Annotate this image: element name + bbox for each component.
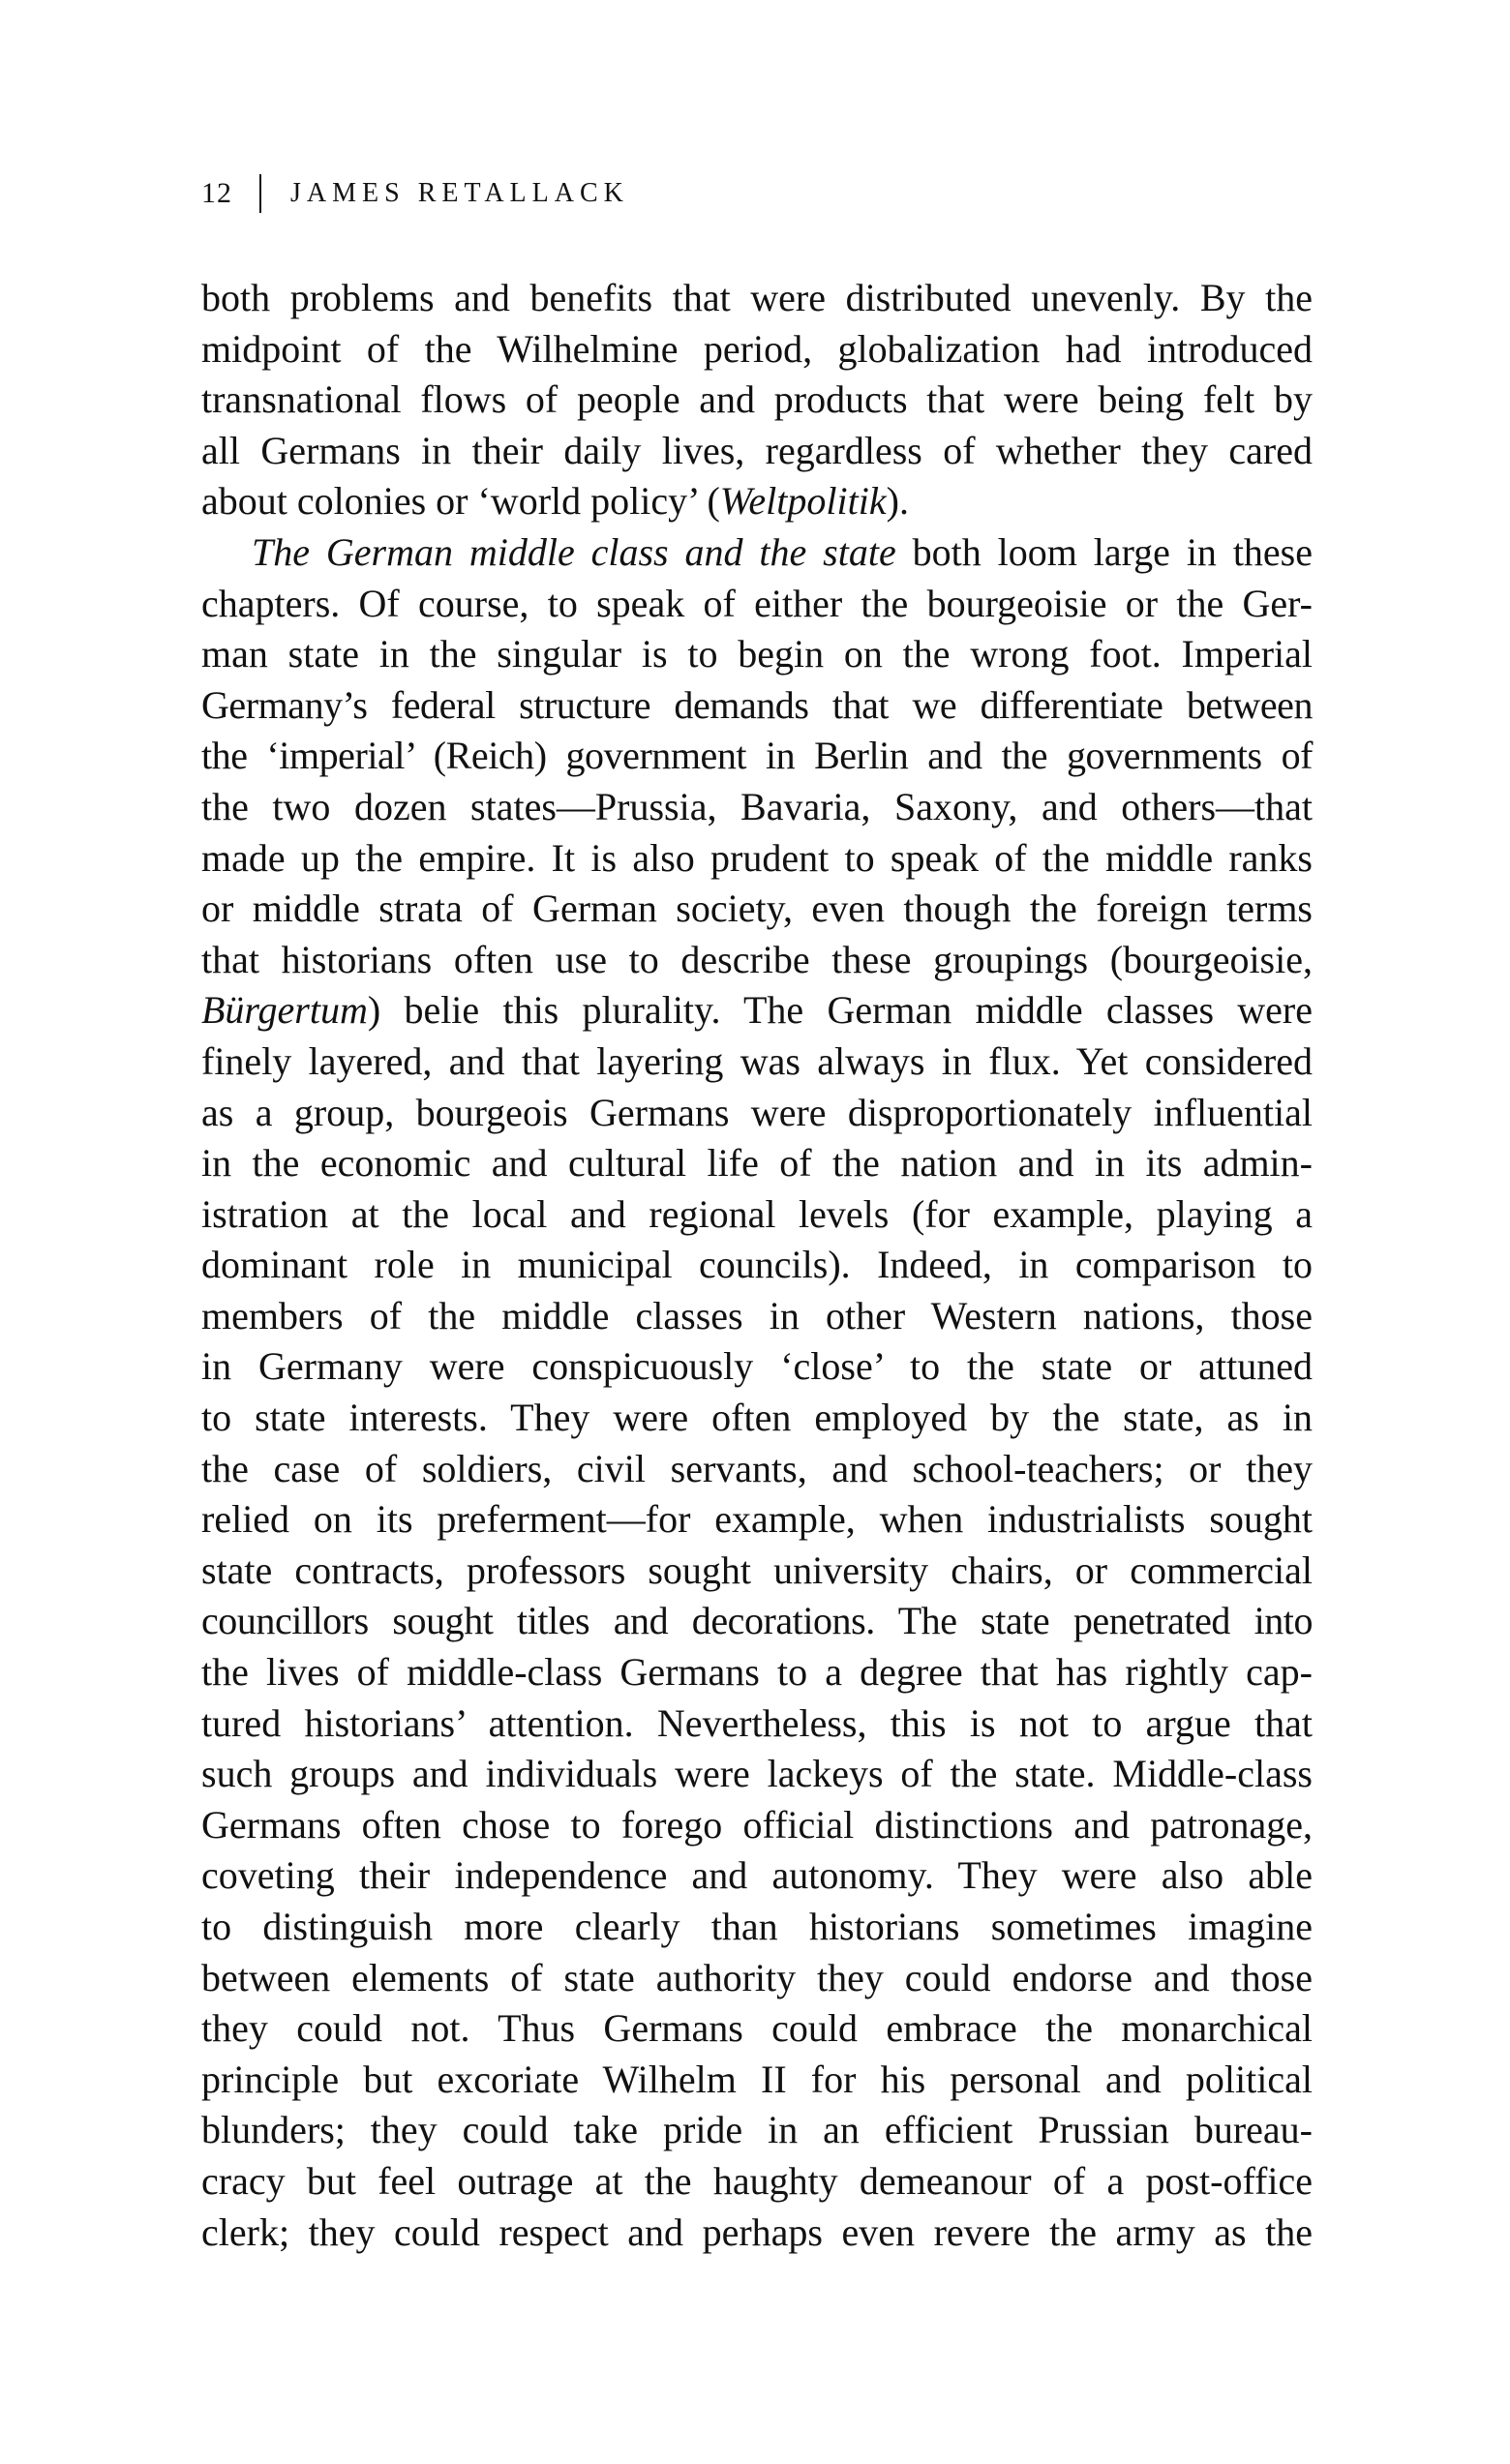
text-line: man state in the singular is to begin on the wrong foot. Imperial [201,632,1313,676]
text-line: that historians often use to describe these groupings (bourgeoisie, [201,937,1313,981]
text-line: in Germany were conspicuously ‘close’ to the state or attuned [201,1344,1313,1389]
text-line: such groups and individuals were lackeys of the state. Middle-class [201,1752,1313,1796]
text-line: istration at the local and regional levels (for example, playing a [201,1191,1313,1236]
text-line: to state interests. They were often employed by the state, as in [201,1396,1313,1440]
text-line: about colonies or ‘world policy’ (Weltpolitik). [201,479,909,524]
text-line: the ‘imperial’ (Reich) government in Berlin and the governments of [201,734,1313,778]
text-line: principle but excoriate Wilhelm II for his personal and political [201,2057,1313,2101]
page-number: 12 [201,177,232,209]
text-line: cracy but feel outrage at the haughty demeanour of a post-office [201,2158,1313,2203]
text-line: councillors sought titles and decorations. The state penetrated into [201,1599,1313,1643]
running-head-author: JAMES RETALLACK [290,178,629,208]
text-line: the two dozen states—Prussia, Bavaria, Saxony, and others—that [201,784,1313,828]
text-line: state contracts, professors sought university chairs, or commercial [201,1548,1313,1592]
text-line: between elements of state authority they could endorse and those [201,1955,1313,1999]
text-line: made up the empire. It is also prudent to speak of the middle ranks [201,835,1313,880]
text-line: transnational flows of people and products that were being felt by [201,377,1313,422]
text-line: The German middle class and the state both loom large in these [252,529,1314,574]
text-line: Germans often chose to forego official distinctions and patronage, [201,1802,1313,1847]
body-text [201,273,1313,2258]
text-line: as a group, bourgeois Germans were disproportionately influential [201,1090,1313,1134]
text-line: midpoint of the Wilhelmine period, globalization had introduced [201,326,1313,371]
text-line: finely layered, and that layering was always in flux. Yet considered [201,1038,1313,1083]
text-line: in the economic and cultural life of the nation and in its admin- [201,1141,1313,1186]
text-line: they could not. Thus Germans could embrace the monarchical [201,2006,1313,2051]
text-line: Germany’s federal structure demands that we differentiate between [201,682,1313,727]
text-line: coveting their independence and autonomy. They were also able [201,1853,1313,1898]
text-line: Bürgertum) belie this plurality. The German middle classes were [201,988,1313,1033]
italic-phrase: The German middle class and the state [252,529,896,574]
text-line: dominant role in municipal councils). Indeed, in comparison to [201,1243,1313,1287]
text-line: or middle strata of German society, even though the foreign terms [201,886,1313,931]
text-line: relied on its preferment—for example, when industrialists sought [201,1497,1313,1542]
italic-term: Bürgertum [201,988,368,1033]
text-line: tured historians’ attention. Nevertheless, this is not to argue that [201,1700,1313,1745]
text-line: to distinguish more clearly than historians sometimes imagine [201,1905,1313,1948]
running-head [201,170,629,217]
text-line: both problems and benefits that were distributed unevenly. By the [201,276,1313,319]
text-line: clerk; they could respect and perhaps even revere the army as the [201,2209,1313,2254]
text-line: the lives of middle-class Germans to a degree that has rightly cap- [201,1650,1313,1695]
text-line: the case of soldiers, civil servants, and school-teachers; or they [201,1446,1313,1490]
text-line: chapters. Of course, to speak of either the bourgeoisie or the Ger- [201,581,1313,625]
italic-term: Weltpolitik [719,479,887,524]
running-head-divider [259,174,261,213]
text-line: all Germans in their daily lives, regardless of whether they cared [201,428,1313,472]
text-line: blunders; they could take pride in an efficient Prussian bureau- [201,2108,1313,2152]
text-line: members of the middle classes in other Western nations, those [201,1293,1313,1337]
